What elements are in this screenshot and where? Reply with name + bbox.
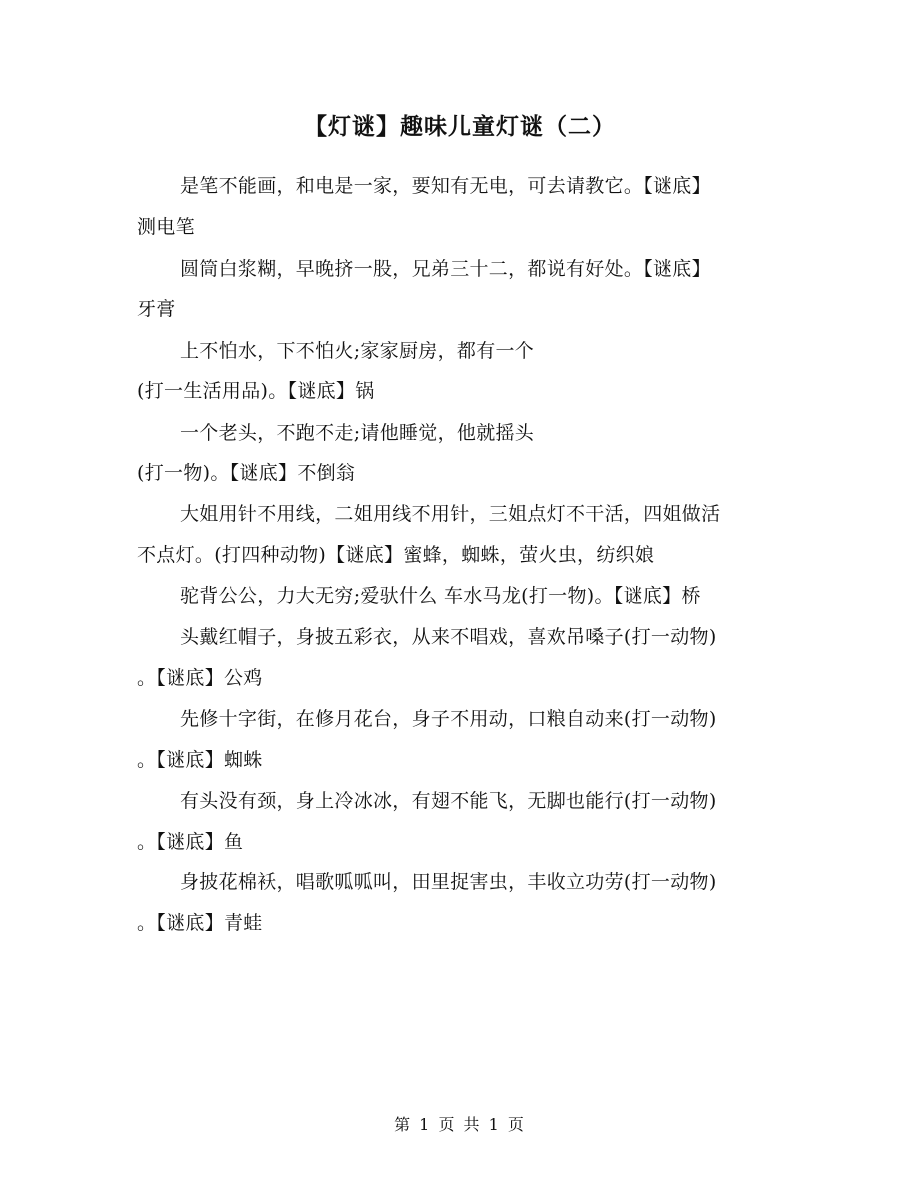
riddle-5-answer: 不点灯。(打四种动物)【谜底】蜜蜂，蜘蛛，萤火虫，纺织娘 [137,544,655,566]
riddle-6: 驼背公公，力大无穷;爱驮什么 车水马龙(打一物)。【谜底】桥 [180,585,701,607]
riddle-3-question: 上不怕水，下不怕火;家家厨房，都有一个 [180,340,535,362]
riddle-9-question: 有头没有颈，身上冷冰冰，有翅不能飞，无脚也能行(打一动物) [180,790,717,812]
riddle-5-question: 大姐用针不用线，二姐用线不用针，三姐点灯不干活，四姐做活 [180,503,721,525]
riddle-4-answer: (打一物)。【谜底】不倒翁 [137,462,356,484]
riddle-1-answer: 测电笔 [137,216,195,238]
riddle-10-question: 身披花棉袄，唱歌呱呱叫，田里捉害虫，丰收立功劳(打一动物) [180,871,717,893]
riddle-2-question: 圆筒白浆糊，早晚挤一股，兄弟三十二，都说有好处。【谜底】 [180,258,711,280]
riddle-7-answer: 。【谜底】公鸡 [137,667,263,689]
riddle-4-question: 一个老头，不跑不走;请他睡觉，他就摇头 [180,422,535,444]
riddle-8-question: 先修十字街，在修月花台，身子不用动，口粮自动来(打一动物) [180,708,717,730]
page-number: 第 1 页 共 1 页 [394,1115,526,1134]
riddle-2-answer: 牙膏 [137,298,176,320]
riddle-10-answer: 。【谜底】青蛙 [137,912,263,934]
riddle-3-answer: (打一生活用品)。【谜底】锅 [137,380,375,402]
riddle-8-answer: 。【谜底】蜘蛛 [137,749,263,771]
riddle-1-question: 是笔不能画，和电是一家，要知有无电，可去请教它。【谜底】 [180,175,711,197]
riddle-9-answer: 。【谜底】鱼 [137,831,244,853]
riddle-7-question: 头戴红帽子，身披五彩衣，从来不唱戏，喜欢吊嗓子(打一动物) [180,626,717,648]
page-title: 【灯谜】趣味儿童灯谜（二） [304,113,616,140]
